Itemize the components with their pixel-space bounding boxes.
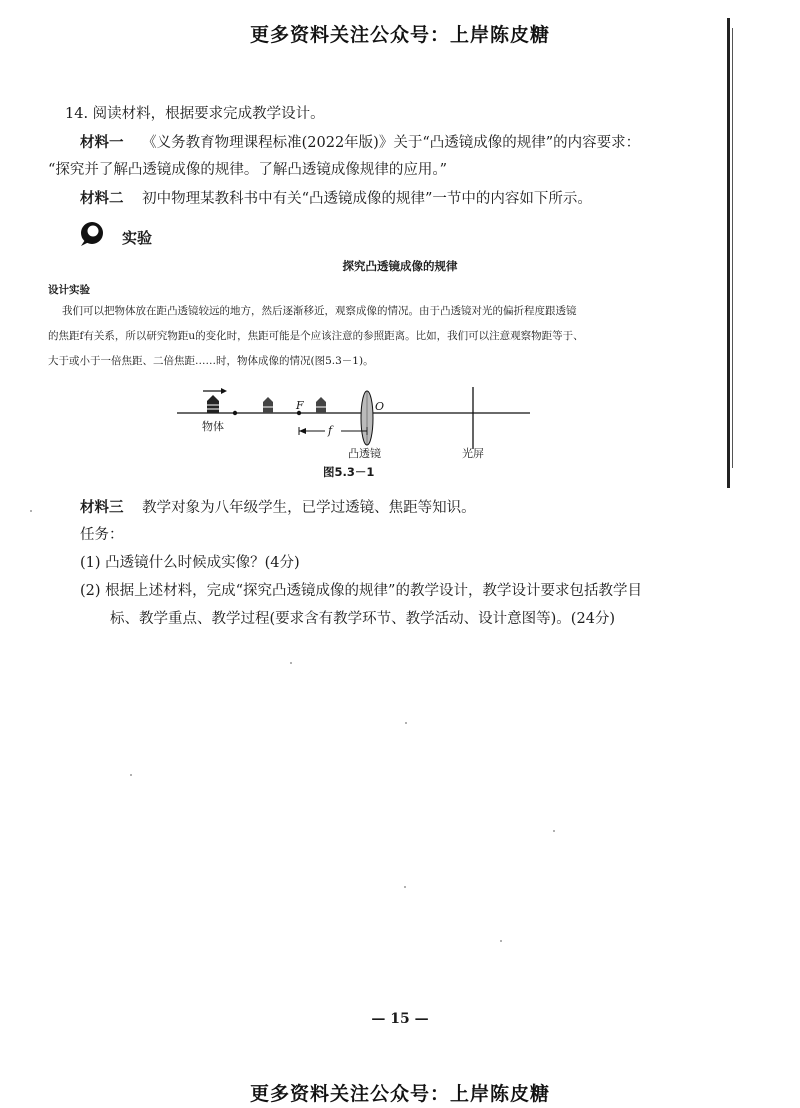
scan-speck (553, 830, 555, 832)
scan-speck (405, 722, 407, 724)
label-F: F (296, 399, 304, 412)
material1-line1 (80, 133, 640, 153)
textbook-para-line2: 的焦距f有关系，所以研究物距u的变化时，焦距可能是个应该注意的参照距离。比如，我们可以注意观察物距等于、 (48, 330, 584, 342)
scan-speck (30, 510, 32, 512)
candle-near (316, 397, 326, 413)
top-banner: 更多资料关注公众号：上岸陈皮糖 (249, 24, 550, 46)
label-O: O (375, 400, 385, 413)
scan-speck (500, 940, 502, 942)
experiment-icon (78, 220, 108, 252)
scan-speck (404, 886, 406, 888)
label-lens: 凸透镜 (348, 447, 381, 460)
point-2f (233, 411, 237, 415)
textbook-subheading: 设计实验 (48, 284, 90, 296)
material2-line (80, 189, 592, 209)
material2-text: 初中物理某教科书中有关“凸透镜成像的规律”一节中的内容如下所示。 (142, 191, 592, 207)
material2-label: 材料二 (80, 191, 124, 207)
bottom-banner: 更多资料关注公众号：上岸陈皮糖 (249, 1083, 550, 1105)
question-number-line: 14. 阅读材料，根据要求完成教学设计。 (65, 106, 325, 122)
task-label: 任务： (80, 527, 124, 543)
material1-label: 材料一 (80, 135, 124, 151)
task1: (1) 凸透镜什么时候成实像？(4分) (80, 555, 300, 571)
page-number: — 15 — (371, 1011, 429, 1027)
scan-speck (130, 774, 132, 776)
scan-edge-inner (732, 28, 733, 468)
scan-speck (290, 662, 292, 664)
label-f: f (328, 424, 333, 437)
label-screen: 光屏 (462, 447, 484, 460)
scan-edge (727, 18, 730, 488)
material3-text: 教学对象为八年级学生，已学过透镜、焦距等知识。 (142, 500, 476, 516)
figure-caption: 图5.3－1 (323, 465, 375, 479)
textbook-para-line3: 大于或小于一倍焦距、二倍焦距……时，物体成像的情况(图5.3－1)。 (48, 355, 374, 367)
task2-line1: (2) 根据上述材料，完成“探究凸透镜成像的规律”的教学设计，教学设计要求包括教学目 (80, 583, 642, 599)
section-label: 实验 (122, 229, 153, 247)
textbook-title: 探究凸透镜成像的规律 (342, 259, 458, 273)
label-object: 物体 (202, 420, 224, 433)
candle-middle (263, 397, 273, 413)
material3-line (80, 498, 476, 518)
task2-line2: 标、教学重点、教学过程(要求含有教学环节、教学活动、设计意图等)。(24分) (110, 611, 616, 627)
candle-object (207, 395, 219, 413)
material1-line2: “探究并了解凸透镜成像的规律。了解凸透镜成像规律的应用。” (48, 162, 448, 178)
material3-label: 材料三 (80, 500, 124, 516)
textbook-para-line1: 我们可以把物体放在距凸透镜较远的地方，然后逐渐移近，观察成像的情况。由于凸透镜对光的偏折程度跟透镜 (62, 305, 577, 317)
material1-text: 《义务教育物理课程标准(2022年版)》关于“凸透镜成像的规律”的内容要求： (142, 135, 641, 151)
